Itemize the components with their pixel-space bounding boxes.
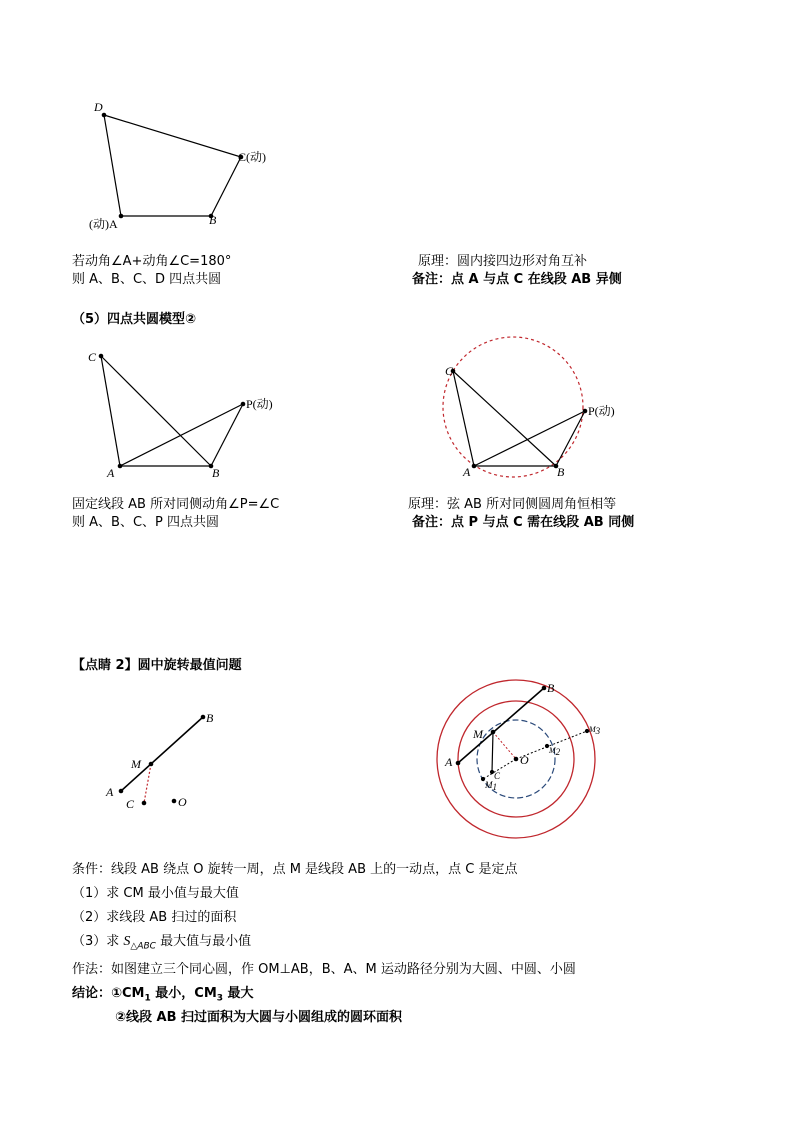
label-C: C <box>126 797 135 811</box>
circumcircle <box>443 337 583 477</box>
label-B: B <box>557 465 565 479</box>
principle1: 原理：圆内接四边形对角互补 <box>418 254 588 269</box>
q3-subscript: △ABC <box>130 941 156 952</box>
label-P: P(动) <box>246 397 273 411</box>
point-C <box>142 801 147 806</box>
figure-four-points-left <box>80 345 300 485</box>
segment-BP <box>556 411 585 466</box>
section2-heading: （5）四点共圆模型② <box>72 312 197 327</box>
conclusion-1: 结论：$①CM_1$ 最小，$CM_3$ 最大 <box>72 986 254 1004</box>
label-B: B <box>212 466 220 480</box>
question-2: （2）求线段 AB 扫过的面积 <box>72 910 237 925</box>
cond2-line2: 则 A、B、C、P 四点共圆 <box>72 515 219 530</box>
label-C: C <box>494 771 501 781</box>
question-3 <box>72 933 251 956</box>
figure-quadrilateral <box>80 95 280 235</box>
segment-MC <box>492 732 493 772</box>
point-M <box>149 762 154 767</box>
conclusion-2: ②线段 AB 扫过面积为大圆与小圆组成的圆环面积 <box>115 1010 403 1025</box>
label-B: B <box>547 681 555 695</box>
point-P <box>583 409 588 414</box>
label-O: O <box>178 795 187 809</box>
point-A <box>118 464 123 469</box>
label-M2: M2 <box>549 746 561 757</box>
point-A <box>456 761 461 766</box>
cond2-line1: 固定线段 AB 所对同侧动角∠P=∠C <box>72 497 280 512</box>
note1: 备注：点 A 与点 C 在线段 AB 异侧 <box>412 272 622 287</box>
label-O: O <box>520 753 529 767</box>
label-P: P(动) <box>588 404 615 418</box>
figure-four-points-circle <box>435 330 615 485</box>
label-A: (动)A <box>89 217 118 231</box>
point-M <box>491 730 496 735</box>
quadrilateral-shape <box>104 115 241 216</box>
segment-BP <box>211 404 243 466</box>
label-A: A <box>463 465 471 479</box>
segment-OM-perp <box>493 732 516 759</box>
label-C: C <box>445 364 454 378</box>
section3-heading: 【点睛 2】圆中旋转最值问题 <box>72 658 242 673</box>
point-A <box>119 789 124 794</box>
label-B: B <box>209 213 217 227</box>
label-A: A <box>107 466 115 480</box>
segment-AB <box>458 688 544 763</box>
label-M: M <box>473 727 483 741</box>
segment-CB <box>453 371 556 466</box>
point-A <box>119 214 124 219</box>
segment-AP <box>474 411 585 466</box>
point-A <box>472 464 477 469</box>
point-O <box>172 799 177 804</box>
point-O <box>514 757 519 762</box>
label-M: M <box>131 757 141 771</box>
point-P <box>241 402 246 407</box>
cond1-line2: 则 A、B、C、D 四点共圆 <box>72 272 222 287</box>
point-B <box>201 715 206 720</box>
label-C: C <box>88 350 97 364</box>
figure-rotation-setup <box>95 700 235 820</box>
label-A: A <box>445 755 453 769</box>
point-B <box>542 686 547 691</box>
figure-concentric-circles <box>435 675 615 845</box>
label-M1: M1 <box>485 780 497 792</box>
segment-CA <box>453 371 474 466</box>
method-text: 作法：如图建立三个同心圆，作 OM⊥AB，B、A、M 运动路径分别为大圆、中圆、小圆 <box>72 962 576 977</box>
q3-prefix: （3）求 <box>72 934 124 949</box>
label-M3: M3 <box>589 725 601 736</box>
question-1: （1）求 CM 最小值与最大值 <box>72 886 239 901</box>
label-D: D <box>94 100 103 114</box>
principle2: 原理：弦 AB 所对同侧圆周角恒相等 <box>408 497 617 512</box>
q3-symbol: S <box>123 934 131 949</box>
segment-AP <box>120 404 243 466</box>
segment-AB <box>121 717 203 791</box>
point-C <box>99 354 104 359</box>
note2: 备注：点 P 与点 C 需在线段 AB 同侧 <box>412 515 635 530</box>
label-A: A <box>106 785 114 799</box>
label-B: B <box>206 711 214 725</box>
q3-suffix: 最大值与最小值 <box>155 934 252 949</box>
cond1-line1: 若动角∠A+动角∠C=180° <box>72 254 232 269</box>
condition-text: 条件：线段 AB 绕点 O 旋转一周，点 M 是线段 AB 上的一动点，点 C 是定点 <box>72 862 518 877</box>
label-C: C(动) <box>238 150 266 164</box>
